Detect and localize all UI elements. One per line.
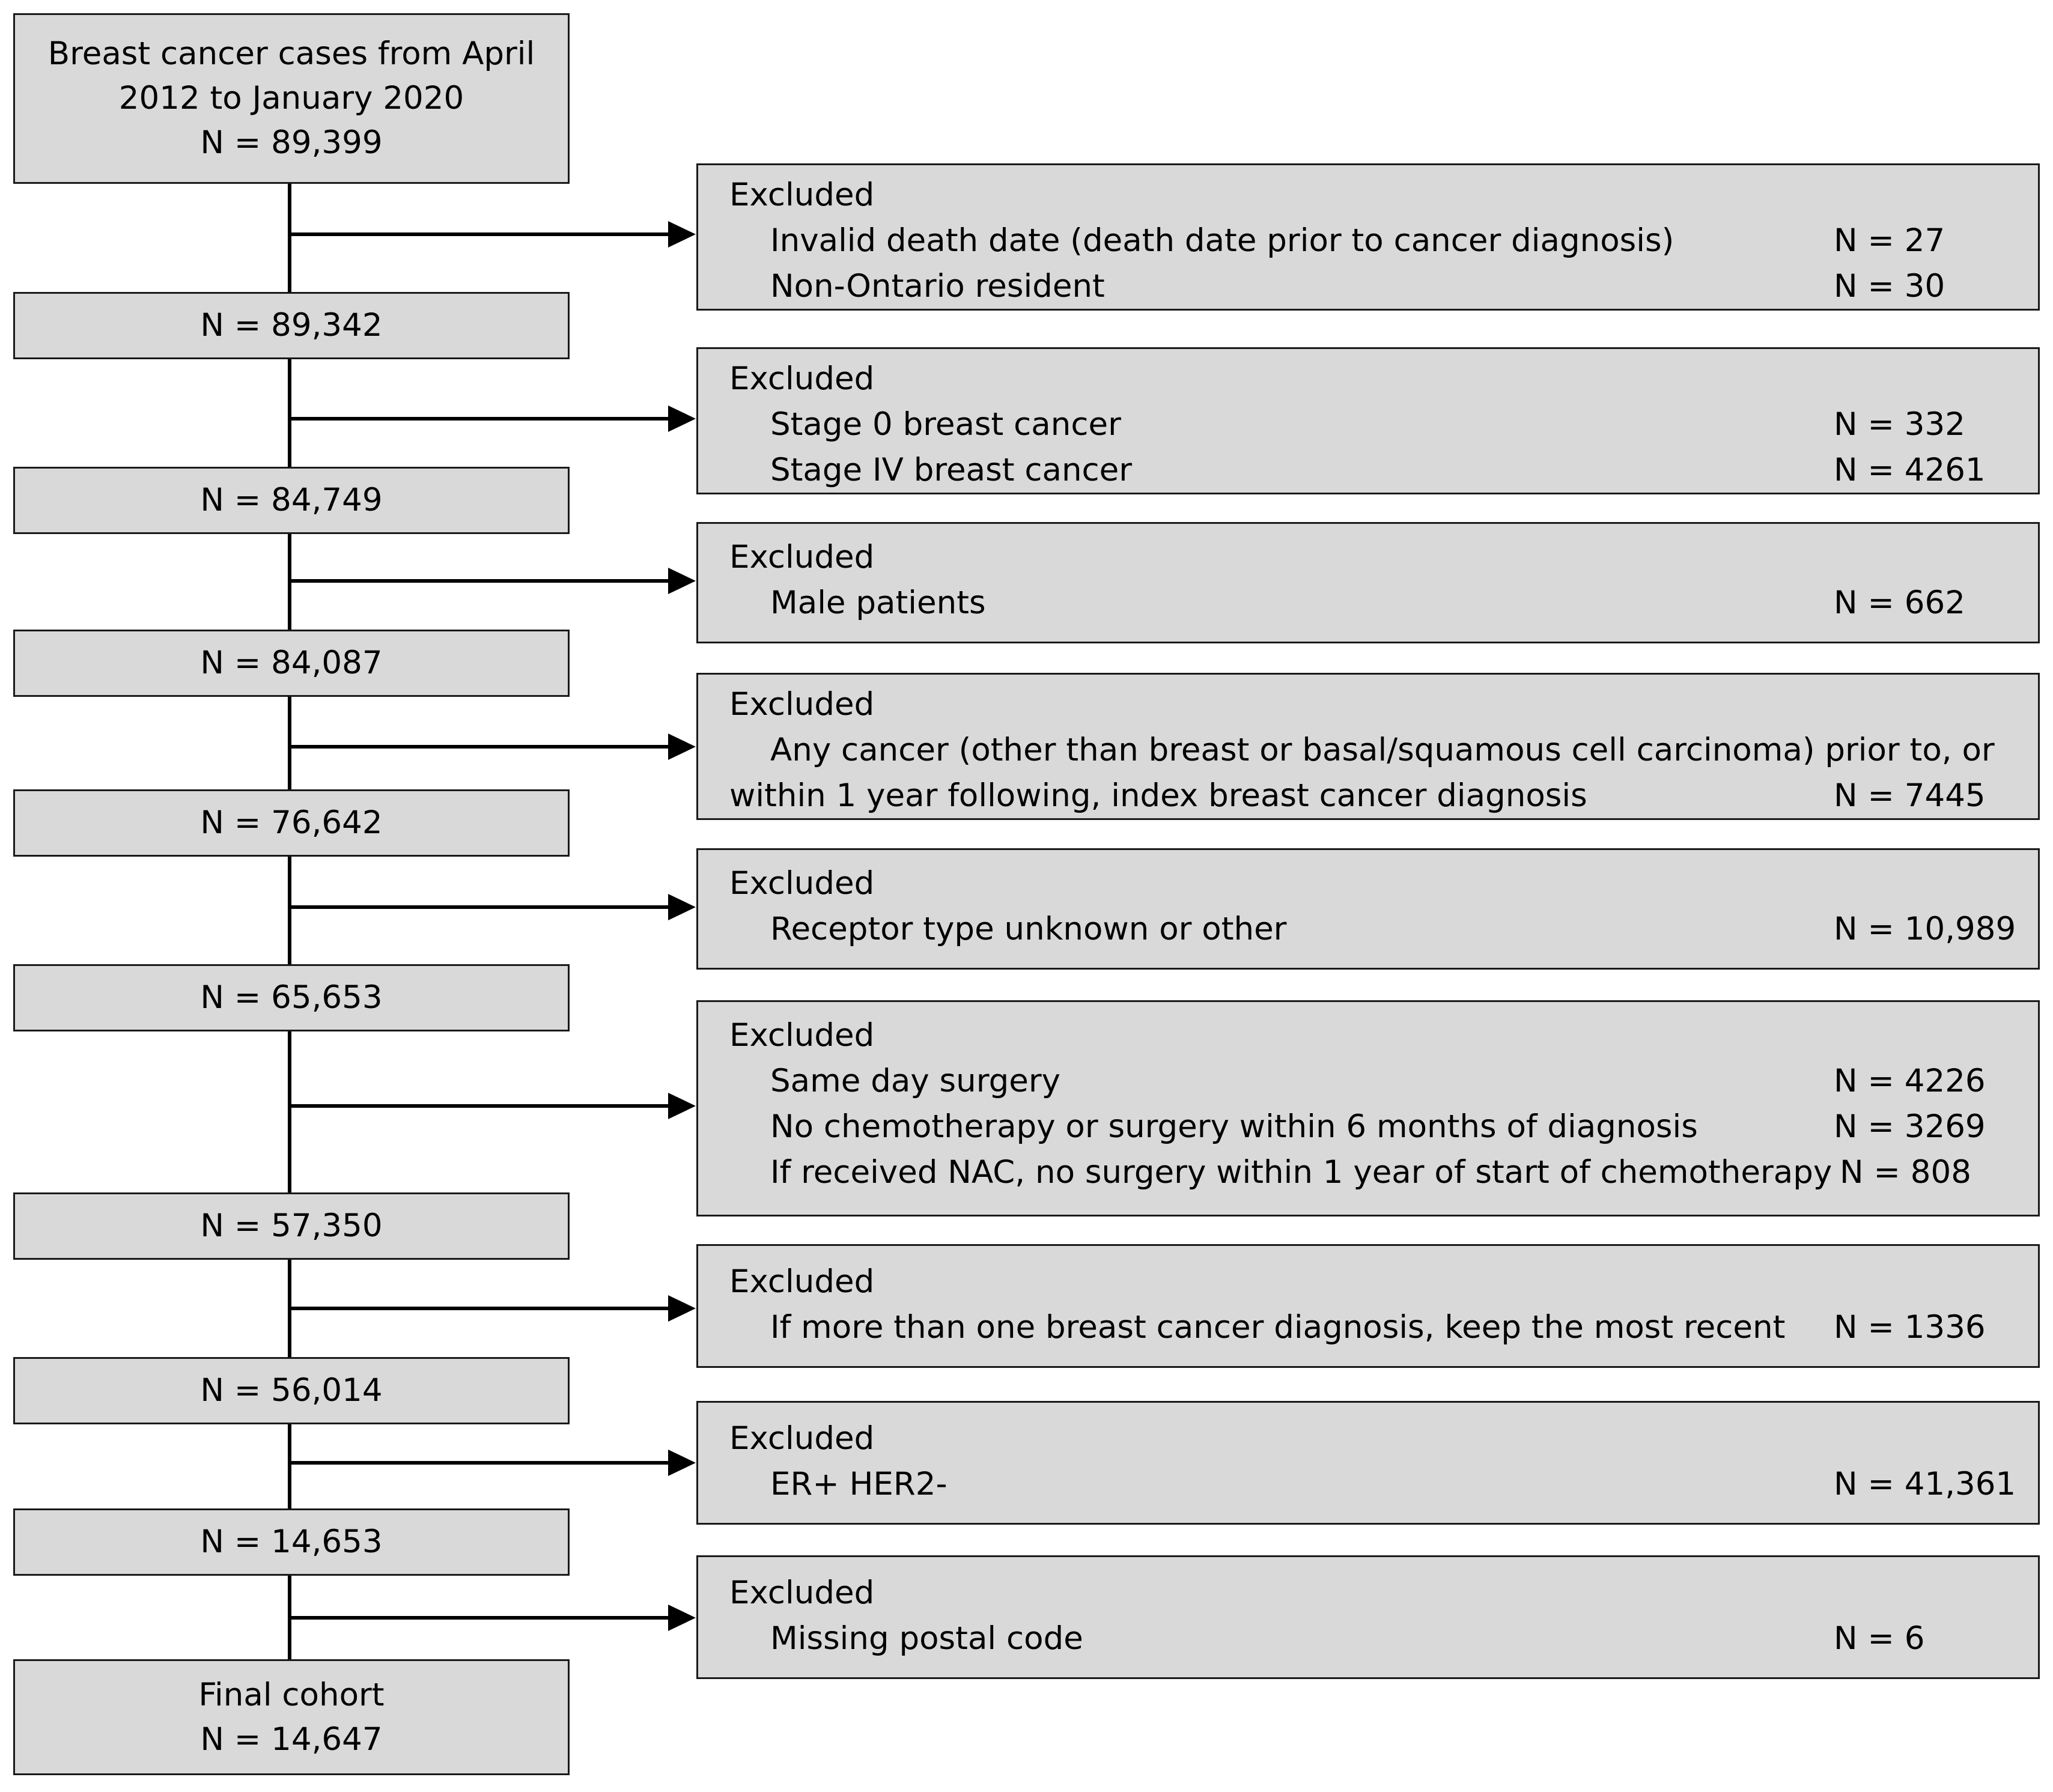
step-count: N = 14,653 bbox=[200, 1523, 383, 1560]
step-box-3 bbox=[13, 630, 570, 697]
start-box bbox=[13, 13, 570, 184]
step-box-6 bbox=[13, 1192, 570, 1260]
arrow-excl-4 bbox=[290, 734, 696, 760]
exclusion-label: Invalid death date (death date prior to cancer diagnosis) bbox=[770, 222, 1674, 259]
arrow-excl-5 bbox=[290, 894, 696, 920]
exclusion-count: N = 6 bbox=[1834, 1620, 1925, 1657]
exclusion-row bbox=[729, 218, 2038, 264]
exclusion-label: Stage IV breast cancer bbox=[770, 452, 1133, 488]
exclusion-label: Non-Ontario resident bbox=[770, 268, 1105, 305]
exclusion-row bbox=[729, 1150, 2038, 1195]
step-count: N = 57,350 bbox=[200, 1207, 383, 1244]
exclusion-label: Stage 0 breast cancer bbox=[770, 406, 1121, 443]
step-box-1 bbox=[13, 292, 570, 359]
step-count: N = 56,014 bbox=[200, 1372, 383, 1409]
exclusion-label: Receptor type unknown or other bbox=[770, 911, 1287, 947]
exclusion-count: N = 332 bbox=[1834, 406, 1965, 443]
exclusion-row bbox=[729, 1462, 2038, 1507]
exclusion-row bbox=[729, 264, 2038, 309]
step-box-8 bbox=[13, 1508, 570, 1576]
exclusion-row bbox=[729, 773, 2038, 819]
exclusion-count: N = 4226 bbox=[1834, 1063, 1986, 1099]
exclusion-header: Excluded bbox=[729, 1263, 875, 1300]
exclusion-count: N = 7445 bbox=[1834, 777, 1986, 814]
exclusion-label: If more than one breast cancer diagnosis, keep the most recent bbox=[770, 1309, 1786, 1346]
exclusion-label: Same day surgery bbox=[770, 1063, 1061, 1099]
exclusion-row bbox=[729, 907, 2038, 952]
exclusion-label: within 1 year following, index breast cancer diagnosis bbox=[729, 777, 1587, 814]
final-count: N = 14,647 bbox=[200, 1721, 383, 1758]
exclusion-label: No chemotherapy or surgery within 6 months of diagnosis bbox=[770, 1108, 1698, 1145]
arrow-excl-3 bbox=[290, 568, 696, 594]
exclusion-box-8 bbox=[696, 1401, 2040, 1525]
exclusion-header: Excluded bbox=[729, 686, 875, 723]
exclusion-label: Male patients bbox=[770, 585, 986, 621]
exclusion-box-7 bbox=[696, 1244, 2040, 1368]
start-line1: Breast cancer cases from April bbox=[47, 35, 535, 72]
exclusion-row bbox=[729, 448, 2038, 493]
exclusion-label: If received NAC, no surgery within 1 year of start of chemotherapy bbox=[770, 1154, 1832, 1191]
step-count: N = 76,642 bbox=[200, 804, 383, 841]
start-count: N = 89,399 bbox=[200, 124, 383, 161]
exclusion-row bbox=[729, 727, 2038, 773]
exclusion-label: ER+ HER2- bbox=[770, 1466, 947, 1502]
exclusion-header: Excluded bbox=[729, 177, 875, 213]
arrow-excl-8 bbox=[290, 1450, 696, 1476]
arrow-excl-9 bbox=[290, 1605, 696, 1631]
exclusion-count: N = 30 bbox=[1834, 268, 1945, 305]
exclusion-header: Excluded bbox=[729, 360, 875, 397]
exclusion-row bbox=[729, 402, 2038, 448]
exclusion-box-6 bbox=[696, 1000, 2040, 1216]
exclusion-row bbox=[729, 1104, 2038, 1150]
exclusion-header: Excluded bbox=[729, 865, 875, 902]
final-box bbox=[13, 1659, 570, 1775]
exclusion-header: Excluded bbox=[729, 539, 875, 576]
exclusion-header: Excluded bbox=[729, 1575, 875, 1611]
arrow-excl-7 bbox=[290, 1295, 696, 1322]
step-box-5 bbox=[13, 964, 570, 1031]
exclusion-label: Missing postal code bbox=[770, 1620, 1083, 1657]
exclusion-box-5 bbox=[696, 848, 2040, 970]
step-count: N = 84,749 bbox=[200, 482, 383, 518]
step-box-7 bbox=[13, 1357, 570, 1424]
step-count: N = 65,653 bbox=[200, 979, 383, 1016]
final-label: Final cohort bbox=[198, 1676, 385, 1713]
exclusion-row bbox=[729, 1305, 2038, 1350]
exclusion-count: N = 808 bbox=[1840, 1154, 1971, 1191]
start-line2: 2012 to January 2020 bbox=[118, 80, 464, 117]
exclusion-count: N = 10,989 bbox=[1834, 911, 2016, 947]
exclusion-count: N = 3269 bbox=[1834, 1108, 1986, 1145]
exclusion-count: N = 27 bbox=[1834, 222, 1945, 259]
exclusion-label: Any cancer (other than breast or basal/squamous cell carcinoma) prior to, or bbox=[770, 732, 1995, 768]
exclusion-count: N = 4261 bbox=[1834, 452, 1986, 488]
arrow-excl-1 bbox=[290, 221, 696, 248]
exclusion-box-9 bbox=[696, 1555, 2040, 1679]
exclusion-box-2 bbox=[696, 347, 2040, 494]
arrow-excl-2 bbox=[290, 405, 696, 432]
exclusion-count: N = 662 bbox=[1834, 585, 1965, 621]
exclusion-row bbox=[729, 1616, 2038, 1662]
step-count: N = 89,342 bbox=[200, 307, 383, 344]
exclusion-header: Excluded bbox=[729, 1017, 875, 1054]
arrow-excl-6 bbox=[290, 1093, 696, 1119]
exclusion-box-1 bbox=[696, 163, 2040, 311]
exclusion-box-4 bbox=[696, 673, 2040, 820]
exclusion-count: N = 41,361 bbox=[1834, 1466, 2016, 1502]
exclusion-row bbox=[729, 1058, 2038, 1104]
exclusion-row bbox=[729, 580, 2038, 626]
step-box-4 bbox=[13, 789, 570, 857]
exclusion-header: Excluded bbox=[729, 1420, 875, 1457]
step-count: N = 84,087 bbox=[200, 645, 383, 681]
exclusion-count: N = 1336 bbox=[1834, 1309, 1986, 1346]
exclusion-box-3 bbox=[696, 522, 2040, 643]
step-box-2 bbox=[13, 467, 570, 534]
